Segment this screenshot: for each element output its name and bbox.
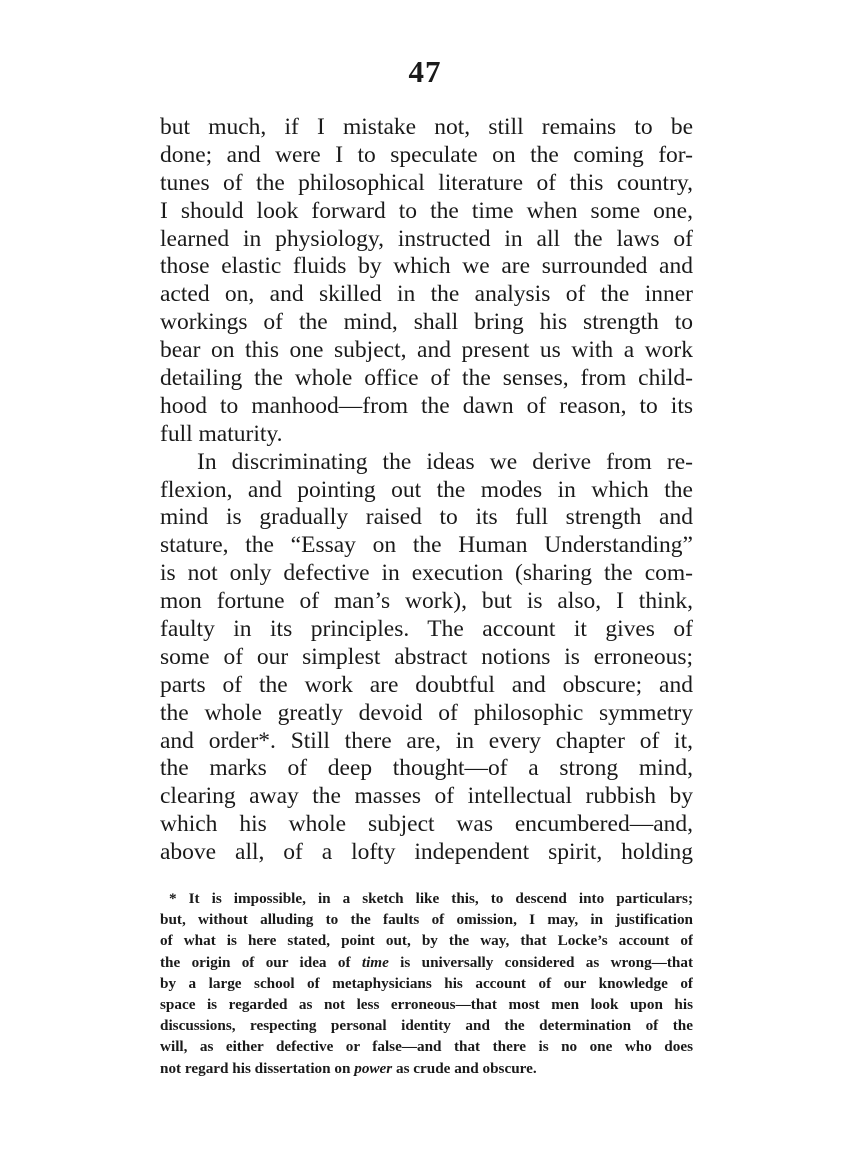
footnote-text: as crude and obscure. (392, 1059, 537, 1077)
text-line: stature, the “Essay on the Human Understanding” (160, 532, 693, 559)
text-line: but much, if I mistake not, still remains to be (160, 114, 693, 140)
footnote-line: * It is impossible, in a sketch like this, to descend into particulars; (169, 890, 693, 907)
text-line: detailing the whole office of the senses, from child- (160, 365, 693, 392)
page-number: 47 (408, 54, 442, 89)
footnote-italic-term: power (354, 1059, 393, 1077)
text-line: some of our simplest abstract notions is erroneous; (160, 643, 693, 670)
footnote-line (160, 1058, 693, 1079)
text-line: parts of the work are doubtful and obscure; and (160, 671, 693, 698)
text-line: clearing away the masses of intellectual rubbish by (160, 783, 693, 810)
text-line: mon fortune of man’s work), but is also, I think, (160, 588, 693, 615)
footnote-line: of what is here stated, point out, by the way, that Locke’s account of (160, 932, 693, 950)
footnote-line: discussions, respecting personal identity and the determination of the (160, 1017, 693, 1035)
text-line: learned in physiology, instructed in all the laws of (160, 225, 693, 252)
text-line: the marks of deep thought—of a strong mind, (160, 755, 693, 782)
text-line: and order*. Still there are, in every chapter of it, (160, 727, 693, 754)
footnote-line: by a large school of metaphysicians his account of our knowledge of (160, 974, 693, 992)
text-line: mind is gradually raised to its full strength and (160, 504, 693, 531)
footnote-line: but, without alluding to the faults of omission, I may, in justification (160, 911, 693, 929)
text-line: I should look forward to the time when some one, (160, 197, 693, 224)
body-text (160, 114, 693, 867)
text-line: In discriminating the ideas we derive from re- (197, 448, 693, 475)
footnote-line (160, 952, 693, 973)
footnote (160, 888, 693, 1079)
text-line: workings of the mind, shall bring his strength to (160, 309, 693, 336)
footnote-line: space is regarded as not less erroneous—that most men look upon his (160, 995, 693, 1013)
text-line: which his whole subject was encumbered—and, (160, 811, 693, 838)
text-line: is not only defective in execution (sharing the com- (160, 560, 693, 587)
text-line: the whole greatly devoid of philosophic symmetry (160, 699, 693, 726)
footnote-text: the origin of our idea of (160, 953, 362, 971)
text-line: hood to manhood—from the dawn of reason, to its (160, 392, 693, 419)
text-line: faulty in its principles. The account it gives of (160, 616, 693, 643)
text-line: bear on this one subject, and present us with a work (160, 337, 693, 364)
text-line: flexion, and pointing out the modes in which the (160, 476, 693, 503)
text-line: acted on, and skilled in the analysis of the inner (160, 281, 693, 308)
text-line: tunes of the philosophical literature of this country, (160, 169, 693, 196)
text-line: above all, of a lofty independent spirit, holding (160, 839, 693, 866)
footnote-italic-term: time (361, 953, 389, 971)
text-line: full maturity. (160, 420, 283, 447)
text-line: those elastic fluids by which we are surrounded and (160, 253, 693, 280)
footnote-text: is universally considered as wrong—that (388, 953, 693, 971)
text-line: done; and were I to speculate on the coming for- (160, 141, 693, 168)
footnote-line: will, as either defective or false—and that there is no one who does (160, 1038, 693, 1056)
footnote-text: not regard his dissertation on (160, 1059, 355, 1077)
